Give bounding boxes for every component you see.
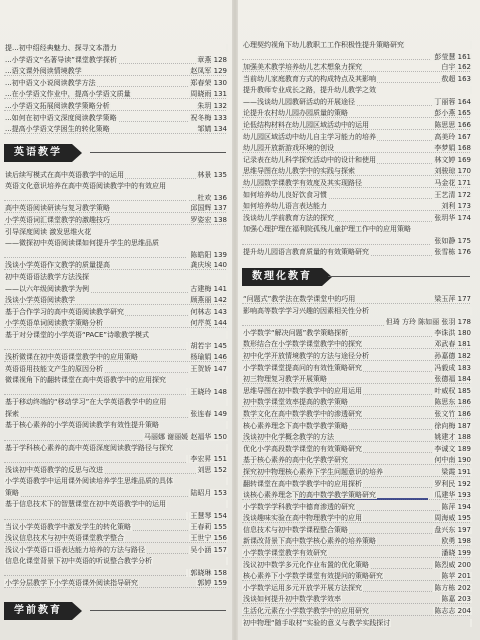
toc-entry xyxy=(238,236,476,247)
toc-entry xyxy=(238,560,476,572)
entry-title: 英语文化意识培养在高中英语阅读教学中的有效应用 xyxy=(5,182,166,191)
toc-entry xyxy=(238,455,476,467)
entry-title: 基于合作学习的高中英语阅读教学研究 xyxy=(5,307,124,316)
toc-entry xyxy=(0,387,232,398)
toc-entry xyxy=(0,89,232,101)
toc-entry xyxy=(0,284,232,296)
toc-entry xyxy=(238,490,476,502)
entry-title: 当前幼儿家庭教育方式的构成特点及其影响 xyxy=(243,74,376,83)
entry-title: 初中英语语法教学方法浅探 xyxy=(5,272,89,281)
toc-entry xyxy=(238,143,476,155)
entry-author-page: 刘利 173 xyxy=(441,202,471,211)
entry-author-page: 陈志志 204 xyxy=(434,607,471,616)
left-top-entries xyxy=(0,0,232,136)
toc-entry xyxy=(0,170,232,182)
toc-entry xyxy=(0,124,232,136)
entry-author-page: 高美玲 167 xyxy=(434,132,471,141)
entry-author-page: 邓武春 181 xyxy=(434,340,471,349)
entry-title: 新课改背景下高中数学核心素养的培养策略 xyxy=(243,537,376,546)
entry-author-page: 陈思思 166 xyxy=(434,121,471,130)
entry-author-page: 古建梅 141 xyxy=(190,284,227,293)
entry-title xyxy=(186,194,188,202)
entry-title: 心理契约视角下幼儿教职工工作积极性提升策略研究 xyxy=(243,41,404,49)
toc-entry xyxy=(0,238,232,250)
entry-title: 核心素养下小学数学课堂有效提问的策略研究 xyxy=(243,572,383,581)
entry-title: 核心素养理念下高中数学教学策略 xyxy=(243,421,348,430)
toc-entry xyxy=(0,78,232,90)
entry-title: 论提升农村幼儿园办园质量的策略 xyxy=(243,109,348,118)
entry-title: ...在小学语文作业中，提高小学语文质量 xyxy=(5,90,131,99)
entry-title: 小学数学运用多元开放学开展方法探究 xyxy=(243,583,362,592)
entry-title: 小学英语教学中运用课外阅读培养学生思维品质的具体 xyxy=(5,477,173,486)
entry-title xyxy=(186,455,188,463)
toc-entry xyxy=(0,101,232,113)
toc-entry xyxy=(0,533,232,545)
entry-title: 小学数学学科教学中德育渗透的研究 xyxy=(243,502,355,511)
entry-author-page: 王慧琴 154 xyxy=(190,512,227,520)
entry-author-page: 李梦娟 168 xyxy=(434,144,471,153)
entry-title: 提升教师专业成长之路，提升幼儿教学之效 xyxy=(243,86,376,95)
entry-title: 初中化学开放情境教学的方法与途径分析 xyxy=(243,351,369,360)
toc-entry xyxy=(0,465,232,477)
toc-entry xyxy=(0,476,232,488)
toc-entry xyxy=(238,224,476,236)
entry-author-page: 张德福 184 xyxy=(434,375,471,384)
entry-author-page: 李诚文 189 xyxy=(434,444,471,453)
toc-entry xyxy=(0,568,232,579)
entry-title: 浅议小学英语口语表达能力培养的方法与路径 xyxy=(5,545,145,554)
entry-title: 优化小学高段数学课堂的有效策略研究 xyxy=(243,444,362,453)
entry-author-page xyxy=(226,182,228,190)
section-title: 英语教学 xyxy=(4,144,72,162)
entry-title: 探究初中物理核心素养下学生问题意识的培养 xyxy=(243,467,383,476)
entry-author-page: 盘兴东 197 xyxy=(434,525,471,534)
toc-entry xyxy=(238,502,476,514)
left-column xyxy=(0,0,232,628)
entry-title: 探索 xyxy=(5,409,19,418)
math-entries xyxy=(238,294,476,629)
section-banner-preschool xyxy=(0,600,232,622)
entry-author-page xyxy=(226,331,228,339)
entry-author-page: 张玥华 174 xyxy=(434,213,471,222)
toc-entry xyxy=(238,339,476,351)
entry-author-page: 陈烈威 200 xyxy=(434,560,471,569)
entry-author-page xyxy=(470,225,472,233)
entry-title: 提...初中绍经典魅力、探寻文本潜力 xyxy=(5,44,117,52)
toc-entry xyxy=(0,545,232,557)
entry-title: 谈核心素养理念下的高中数学教学策略研究 xyxy=(243,491,376,500)
toc-entry xyxy=(238,74,476,86)
entry-title: 浅谈初中英语教学的反思与改进 xyxy=(5,465,103,474)
entry-title: 记录表在幼儿科学探究活动中的设计和使用 xyxy=(243,155,376,164)
entry-title: 基于对分课堂的小学英语“PACE”诗歌教学模式 xyxy=(5,330,150,339)
entry-author-page: 丁丽蓉 164 xyxy=(434,97,471,106)
toc-entry xyxy=(238,328,476,340)
entry-title: 基于移动终端的“移动学习”在大学英语教学中的应用 xyxy=(5,398,167,407)
entry-title: 小学分层教学下小学英语课外阅读指导研究 xyxy=(5,579,138,588)
entry-title: 思维导图在初中数学教学中的应用运用 xyxy=(243,386,362,395)
entry-author-page: 王春莉 155 xyxy=(190,522,227,531)
toc-entry xyxy=(0,203,232,215)
entry-title xyxy=(186,342,188,350)
entry-title: 策略 xyxy=(5,488,19,497)
toc-entry xyxy=(238,166,476,178)
toc-entry xyxy=(0,66,232,78)
toc-entry xyxy=(0,488,232,500)
toc-entry xyxy=(238,247,476,259)
entry-author-page: 欧勇 198 xyxy=(441,537,471,546)
entry-author-page xyxy=(226,421,228,429)
entry-author-page: 瓜建华 193 xyxy=(434,491,471,500)
entry-author-page: 郑春荣 130 xyxy=(190,78,227,87)
toc-entry xyxy=(0,193,232,204)
toc-entry xyxy=(238,40,476,52)
toc-entry xyxy=(238,583,476,595)
entry-title xyxy=(186,388,188,396)
entry-author-page: 祝冬梅 133 xyxy=(190,113,227,122)
entry-title: 浅谈趣味实验在高中物理教学中的应用 xyxy=(243,514,362,523)
entry-title: 浅谈初中化学概念教学的方法 xyxy=(243,433,334,442)
toc-entry xyxy=(238,618,476,630)
entry-author-page: 胡若宇 145 xyxy=(190,342,227,351)
entry-author-page xyxy=(226,557,228,565)
toc-entry xyxy=(238,62,476,74)
toc-entry xyxy=(0,272,232,284)
right-column xyxy=(238,0,476,629)
toc-entry xyxy=(238,190,476,202)
toc-entry xyxy=(0,522,232,534)
entry-author-page xyxy=(470,619,472,627)
entry-author-page: 郭婷 159 xyxy=(197,579,227,588)
section-title: 学前教育 xyxy=(4,602,72,620)
entry-title: 读后续写模式在高中英语教学中的运用 xyxy=(5,170,124,179)
entry-author-page: 陈萍 194 xyxy=(441,502,471,511)
toc-entry xyxy=(0,364,232,376)
entry-author-page xyxy=(226,376,228,384)
entry-author-page: 梁玉萍 177 xyxy=(434,295,471,304)
section-banner-english xyxy=(0,142,232,164)
toc-entry xyxy=(238,213,476,225)
toc-entry xyxy=(238,571,476,583)
toc-entry xyxy=(238,432,476,444)
entry-title: 数学文化在高中数学教学中的渗透研究 xyxy=(243,409,362,418)
entry-title: 小学英语词汇课堂教学的激趣技巧 xyxy=(5,216,110,225)
toc-entry xyxy=(238,52,476,63)
entry-author-page xyxy=(470,307,472,315)
entry-title: 初中物理“随手取材”实验的意义与教学实践探讨 xyxy=(243,618,391,627)
section-rule xyxy=(90,610,226,611)
toc-entry xyxy=(238,120,476,132)
toc-entry xyxy=(238,306,476,318)
entry-author-page xyxy=(226,398,228,406)
entry-author-page xyxy=(226,44,228,52)
entry-title: ——微探初中英语阅读课如何提升学生的思维品质 xyxy=(5,239,159,248)
entry-author-page: 白宇 162 xyxy=(441,63,471,72)
toc-entry xyxy=(0,55,232,67)
entry-title: ——以六年级阅读教学为例 xyxy=(5,284,89,293)
entry-title: 加强心理护理在福利院孤残儿童护理工作中的应用策略 xyxy=(243,225,411,234)
entry-author-page: 张雪栋 176 xyxy=(434,247,471,256)
section-rule xyxy=(90,152,226,153)
toc-entry xyxy=(0,375,232,387)
entry-title: ...小学语文“名著导读”课堂教学探析 xyxy=(5,55,117,64)
entry-title: 幼儿园区域活动中幼儿自主学习能力的培养 xyxy=(243,132,376,141)
entry-author-page: 杨瑜娟 146 xyxy=(190,352,227,361)
entry-title: 生活化元素在小学数学教学中的应用研究 xyxy=(243,607,369,616)
toc-entry xyxy=(238,606,476,618)
entry-title: 翻转课堂在高中数学教学中的应用探析 xyxy=(243,479,362,488)
toc-entry xyxy=(238,421,476,433)
entry-author-page: 周海威 195 xyxy=(434,514,471,523)
entry-title xyxy=(186,569,188,577)
toc-entry xyxy=(238,201,476,213)
entry-author-page: 何芹英 144 xyxy=(190,319,227,328)
entry-author-page xyxy=(226,477,228,485)
toc-entry xyxy=(0,352,232,364)
dot-leader xyxy=(4,200,226,201)
entry-title: 初中数学课堂效率提高的教学策略 xyxy=(243,398,348,407)
toc-entry xyxy=(238,536,476,548)
entry-title: 浅谈幼儿学前教育方法的探究 xyxy=(243,213,334,222)
entry-author-page: 何林志 143 xyxy=(190,307,227,316)
entry-author-page: 刘骏琼 170 xyxy=(434,167,471,176)
entry-author-page: 顾燕丽 142 xyxy=(190,296,227,305)
entry-title: 微课视角下的翻转课堂在高中英语教学中的应用探究 xyxy=(5,376,166,385)
entry-author-page: 冯毅成 183 xyxy=(434,363,471,372)
toc-entry xyxy=(238,397,476,409)
toc-entry xyxy=(0,250,232,261)
entry-author-page xyxy=(226,273,228,281)
entry-author-page xyxy=(226,239,228,247)
entry-author-page: 马金花 171 xyxy=(434,179,471,188)
entry-title: 浅谈如何提升初中数学教学效率 xyxy=(243,595,341,604)
entry-title: 小学数学课堂教学有效研究 xyxy=(243,549,327,558)
entry-title: 如何培养幼儿语言表达能力 xyxy=(243,202,327,211)
toc-entry xyxy=(0,295,232,307)
entry-author-page: 龚庆埃 140 xyxy=(190,261,227,270)
entry-author-page xyxy=(226,444,228,452)
entry-title: 加强美术教学培养幼儿艺术想象力探究 xyxy=(243,63,362,72)
toc-entry xyxy=(0,454,232,465)
entry-author-page: 王晓玲 148 xyxy=(190,387,227,396)
entry-title: 如何培养幼儿良好饮食习惯 xyxy=(243,190,327,199)
section-title: 数理化教育 xyxy=(242,268,322,286)
entry-author-page: 章燕 128 xyxy=(197,55,227,64)
toc-entry xyxy=(238,108,476,120)
entry-title xyxy=(186,251,188,259)
toc-entry xyxy=(0,499,232,511)
toc-entry xyxy=(0,307,232,319)
entry-author-page: 陈皓阳 139 xyxy=(190,250,227,259)
entry-title: 引导深度阅读 激发思维火花 xyxy=(5,227,92,236)
entry-author-page: 但琦 方玲 陈如丽 张羽 178 xyxy=(385,318,471,327)
toc-entry xyxy=(238,467,476,479)
toc-entry xyxy=(0,420,232,432)
entry-title: 数形结合在小学数学课堂教学中的探究 xyxy=(243,340,362,349)
entry-title: 基于信息技术下的智慧课堂在初中英语教学中的运用 xyxy=(5,500,166,509)
toc-entry xyxy=(238,386,476,398)
entry-author-page xyxy=(470,86,472,94)
entry-title: ...如何在初中语文深度阅读教学策略 xyxy=(5,113,117,122)
entry-author-page xyxy=(226,500,228,508)
entry-title: 信息化课堂背景下初中英语的听说整合教学分析 xyxy=(5,557,152,566)
entry-title: 论低结构材料在幼儿园区域活动中的运用 xyxy=(243,121,369,130)
entry-title: 浅议信息技术与初中英语课堂教学整合 xyxy=(5,534,124,543)
toc-entry xyxy=(0,443,232,455)
entry-title: 思维导图在幼儿教学中的实践与探索 xyxy=(243,167,355,176)
toc-entry xyxy=(0,318,232,330)
entry-author-page: 吴小涵 157 xyxy=(190,545,227,554)
entry-author-page: 林景 135 xyxy=(197,170,227,179)
entry-author-page xyxy=(470,41,472,49)
entry-title: ...初中语文小说阅读教学方法 xyxy=(5,78,96,87)
toc-entry xyxy=(238,85,476,97)
toc-entry xyxy=(238,132,476,144)
entry-title xyxy=(430,53,432,61)
entry-author-page: 徐向梅 187 xyxy=(434,421,471,430)
entry-author-page: 陈方栋 202 xyxy=(434,583,471,592)
toc-entry xyxy=(0,113,232,125)
entry-author-page: 赵凤军 129 xyxy=(190,67,227,76)
entry-author-page: 李诛洪 180 xyxy=(434,328,471,337)
entry-title: 基于核心素养的小学英语阅读教学有效性提升策略 xyxy=(5,421,159,430)
toc-entry xyxy=(0,215,232,227)
toc-entry xyxy=(0,260,232,272)
entry-author-page: 刘思 152 xyxy=(197,465,227,474)
entry-title: 当议小学英语教学中激发学生的转化策略 xyxy=(5,522,131,531)
entry-title: 浅谈小学英语作文教学的质量提高 xyxy=(5,261,110,270)
entry-author-page: 陆昭月 153 xyxy=(190,488,227,497)
section-banner-math xyxy=(238,266,476,288)
entry-author-page: 梁霞 191 xyxy=(441,467,471,476)
entry-author-page: 彭小燕 165 xyxy=(434,109,471,118)
entry-title: 影响高等数学学习兴趣的因素相关性分析 xyxy=(243,306,369,315)
entry-title: ——浅谈幼儿园教研活动的开展途径 xyxy=(243,97,355,106)
entry-title: 提升幼儿园语言教育质量的有效策略研究 xyxy=(243,247,369,256)
entry-author-page: 罗姿宏 138 xyxy=(190,216,227,225)
entry-title: 幼儿园开放新游戏环境的创设 xyxy=(243,144,334,153)
toc-entry xyxy=(238,317,476,328)
entry-title: 浅议初中数学多元化作业布置的优化策略 xyxy=(243,560,369,569)
entry-author-page: 杜欢 136 xyxy=(197,193,227,202)
toc-entry xyxy=(0,409,232,421)
entry-title: 幼儿园数学课教学有效度及其实现路径 xyxy=(243,179,362,188)
toc-entry xyxy=(238,479,476,491)
entry-author-page: 周晓雨 131 xyxy=(190,90,227,99)
entry-author-page: 朱玥 132 xyxy=(197,101,227,110)
entry-title: 小学数学“解决问题”教学策略探析 xyxy=(243,328,349,337)
entry-title: 小学英语单词阅读教学策略分析 xyxy=(5,319,103,328)
entry-title: ...提高小学语文学困生的转化策略 xyxy=(5,125,110,134)
entry-title: 基于核心素养的高中化学教学研究 xyxy=(243,456,348,465)
entry-author-page: 罗利民 192 xyxy=(434,479,471,488)
toc-entry xyxy=(238,525,476,537)
entry-title: “问题式”教学法在数学课堂中的巧用 xyxy=(243,295,356,304)
toc-entry xyxy=(238,374,476,386)
entry-title: ...小学语文拓展阅读教学策略分析 xyxy=(5,101,110,110)
entry-author-page: 李宏昇 151 xyxy=(190,455,227,464)
toc-entry xyxy=(238,548,476,560)
entry-author-page: 马丽娜 谢丽媛 赵福华 150 xyxy=(143,433,227,442)
toc-entry xyxy=(0,578,232,590)
entry-title xyxy=(430,237,432,245)
entry-author-page: 陈嘉 203 xyxy=(441,595,471,604)
toc-entry xyxy=(238,409,476,421)
toc-entry xyxy=(0,511,232,522)
toc-entry xyxy=(238,513,476,525)
toc-entry xyxy=(0,341,232,352)
entry-title: 初三物理复习教学开展策略 xyxy=(243,375,327,384)
entry-title: ...语文课外阅读情境教学 xyxy=(5,67,82,76)
toc-entry xyxy=(238,594,476,606)
entry-title xyxy=(186,512,188,520)
entry-title: 英语语用技能文产生的原因分析 xyxy=(5,364,103,373)
entry-author-page: 姚建才 188 xyxy=(434,433,471,442)
entry-author-page: 张如静 175 xyxy=(434,237,471,245)
toc-entry xyxy=(0,330,232,342)
entry-author-page: 敖超 163 xyxy=(441,74,471,83)
toc-entry xyxy=(0,556,232,568)
entry-author-page: 王艺清 172 xyxy=(434,190,471,199)
toc-entry xyxy=(238,351,476,363)
entry-title: 浅析微课在初中英语课堂教学中的应用策略 xyxy=(5,352,138,361)
toc-entry xyxy=(238,155,476,167)
entry-title: 基于学科核心素养的高中英语深度阅读教学路径与探究 xyxy=(5,443,173,452)
english-entries xyxy=(0,170,232,590)
entry-title: 小学数学课堂提高问的有效性策略研究 xyxy=(243,363,362,372)
entry-author-page: 彭莹慧 161 xyxy=(434,52,471,61)
entry-title: 信息技术与初中数学课程整合策略 xyxy=(243,525,348,534)
entry-author-page xyxy=(226,228,228,236)
entry-author-page: 林文婷 169 xyxy=(434,155,471,164)
toc-entry xyxy=(0,181,232,193)
entry-title: 高中英语阅读研读与复习教学策略 xyxy=(5,204,110,213)
entry-author-page: 潘晓 199 xyxy=(441,549,471,558)
preschool-entries xyxy=(238,0,476,258)
entry-author-page: 王贺娇 147 xyxy=(190,364,227,373)
entry-author-page: 邹婧 134 xyxy=(197,125,227,134)
entry-author-page: 何中南 190 xyxy=(434,456,471,465)
toc-entry xyxy=(0,43,232,55)
entry-author-page: 张文竹 186 xyxy=(434,409,471,418)
entry-author-page: 王世宁 156 xyxy=(190,534,227,543)
entry-author-page: 邱国辉 137 xyxy=(190,204,227,213)
entry-author-page: 孙嘉德 182 xyxy=(434,351,471,360)
entry-author-page: 郭晓琳 158 xyxy=(190,568,227,577)
toc-entry xyxy=(0,397,232,409)
toc-entry xyxy=(238,294,476,306)
section-rule xyxy=(328,276,470,277)
entry-author-page: 叶威权 185 xyxy=(434,386,471,395)
toc-entry xyxy=(0,227,232,239)
entry-title: 浅谈小学英语阅读教学 xyxy=(5,296,75,305)
toc-entry xyxy=(238,97,476,109)
entry-author-page: 陈苹 201 xyxy=(441,572,471,581)
entry-author-page: 陈思东 186 xyxy=(434,398,471,407)
toc-entry xyxy=(238,444,476,456)
toc-entry xyxy=(238,178,476,190)
entry-author-page: 张连春 149 xyxy=(190,409,227,418)
toc-entry xyxy=(238,363,476,375)
toc-entry xyxy=(0,432,232,443)
